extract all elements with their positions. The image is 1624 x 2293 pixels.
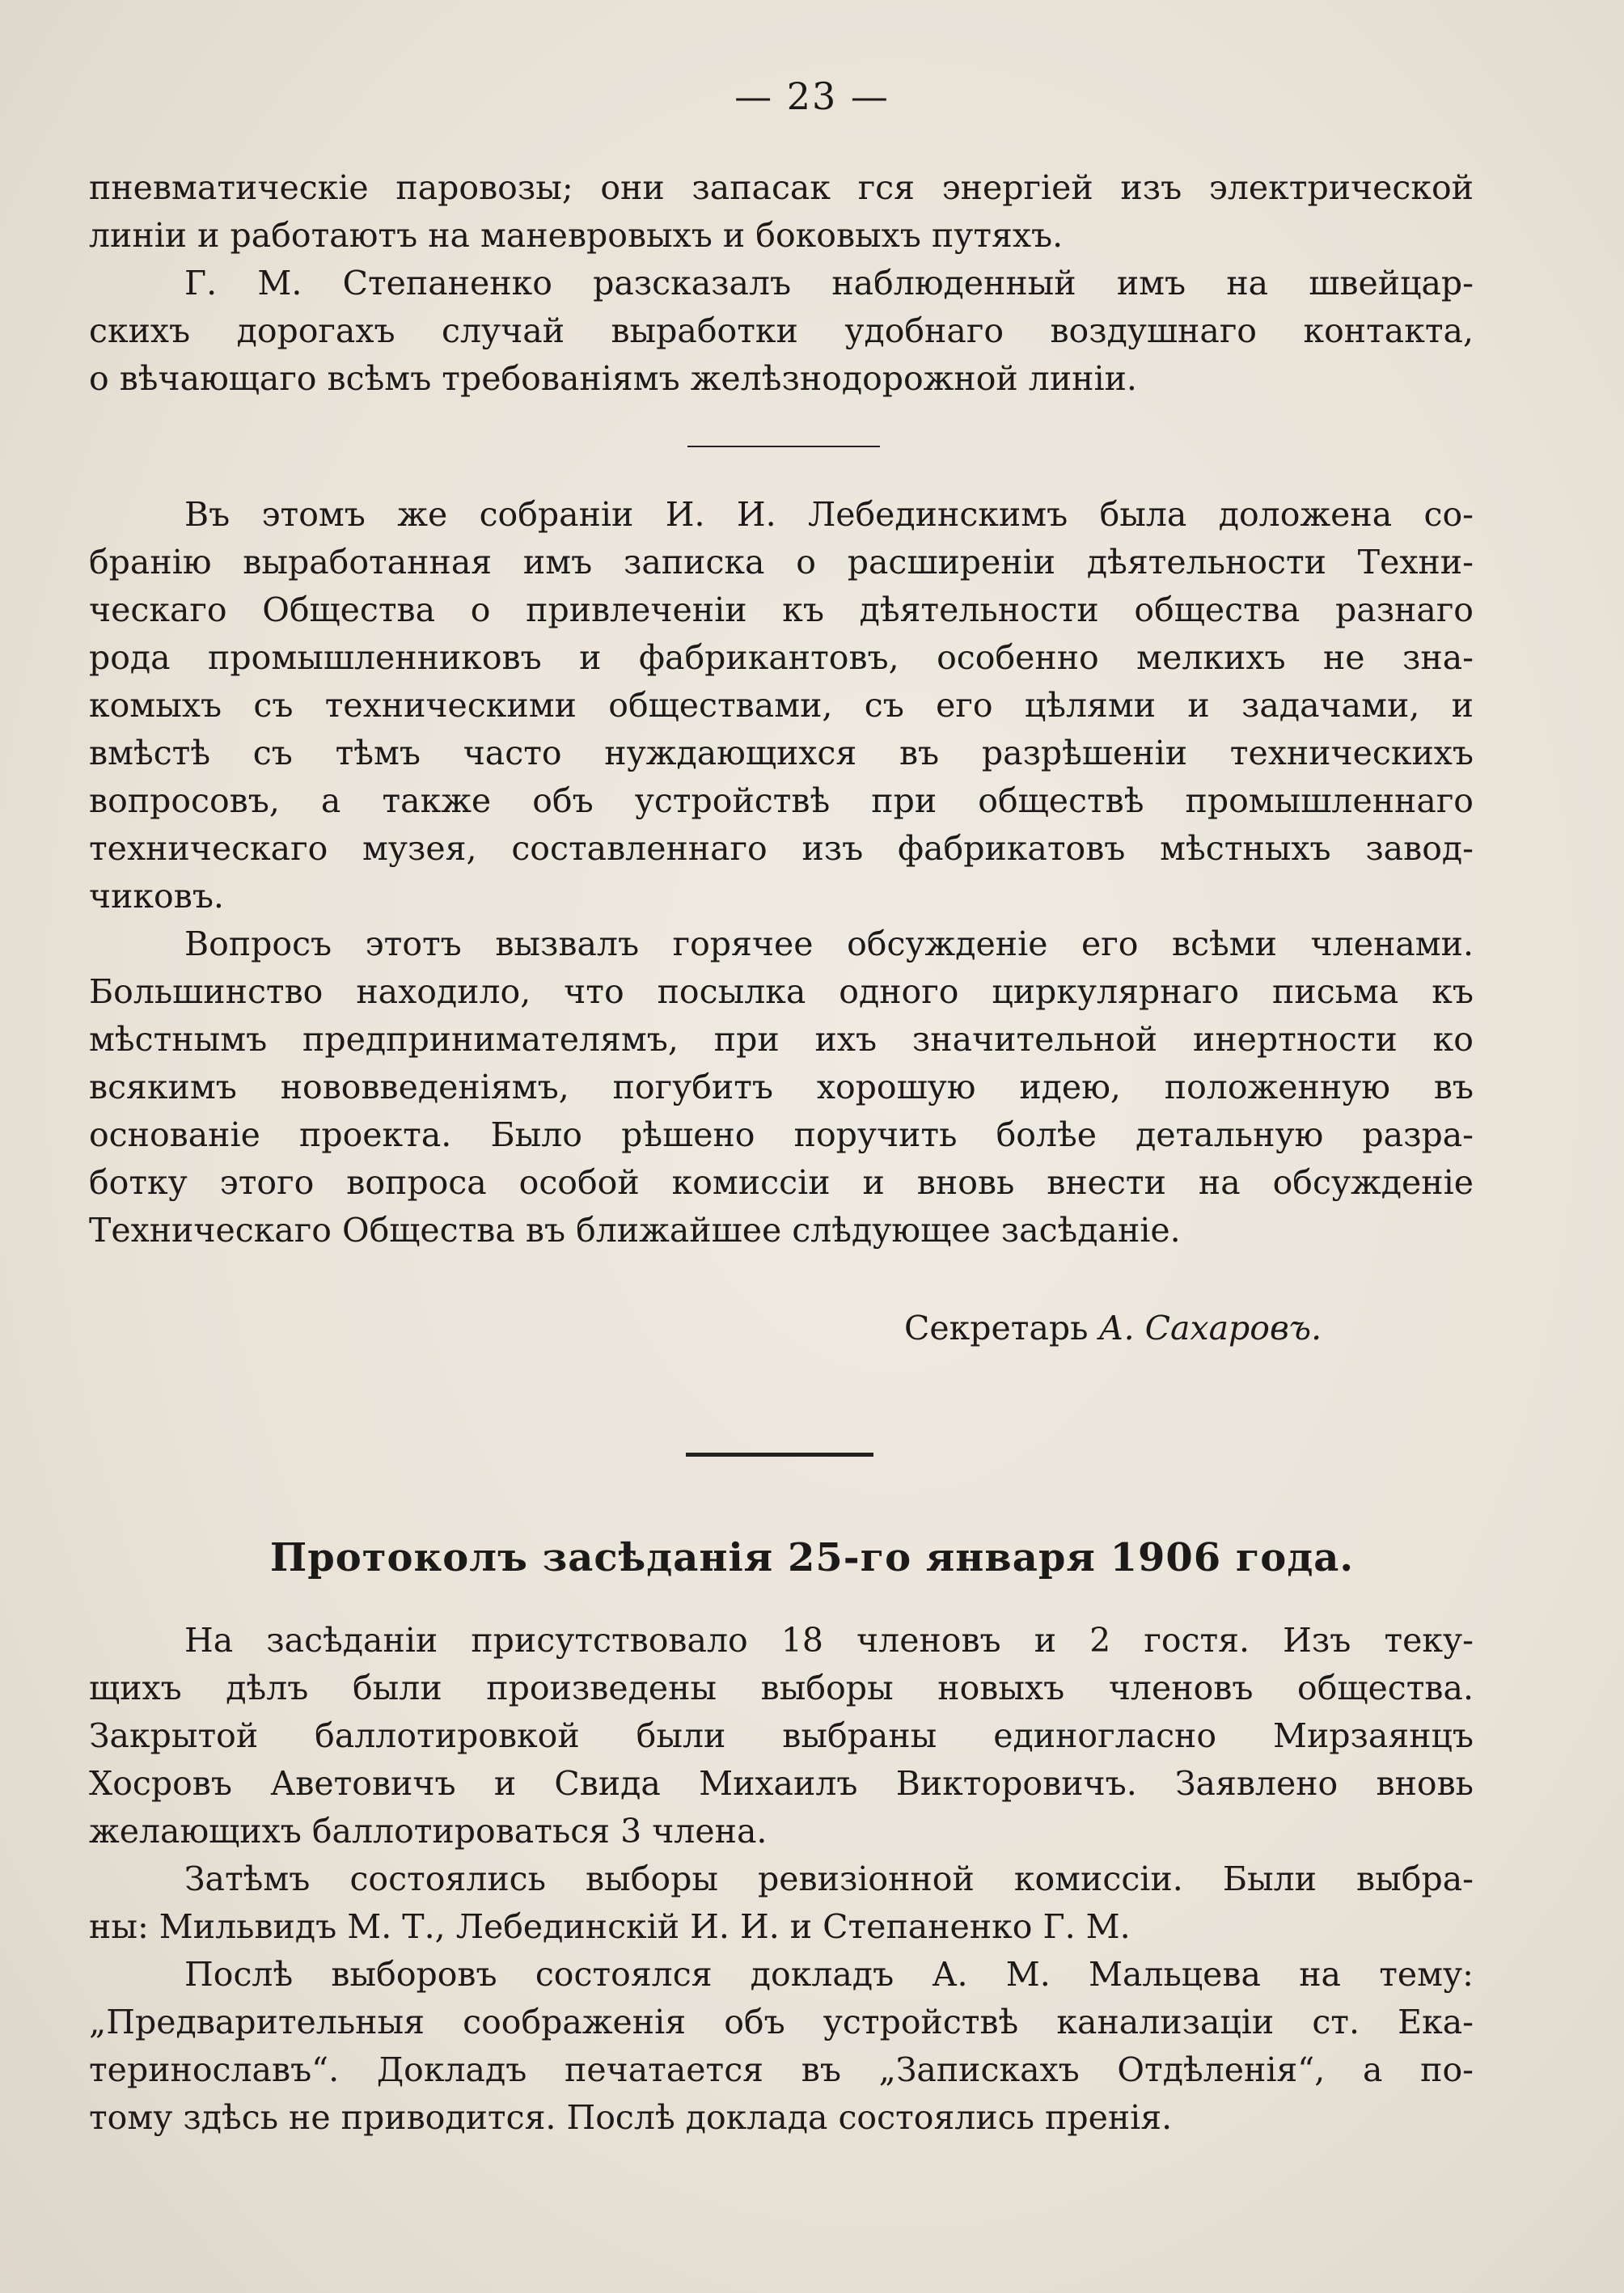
page-number: — 23 —: [734, 74, 890, 118]
text-line: вопросовъ, а также объ устройствѣ при обществѣ промышленнаго: [89, 781, 1474, 820]
signature-role: Секретарь: [904, 1309, 1089, 1347]
text-line: щихъ дѣлъ были произведены выборы новыхъ членовъ общества.: [89, 1669, 1474, 1707]
text-line: теринославъ“. Докладъ печатается въ „Запискахъ Отдѣленія“, а по-: [89, 2050, 1474, 2089]
text-line: комыхъ съ техническими обществами, съ его цѣлями и задачами, и: [89, 686, 1474, 725]
text-line: техническаго музея, составленнаго изъ фабрикатовъ мѣстныхъ завод-: [89, 829, 1474, 868]
text-line: Затѣмъ состоялись выборы ревизіонной комиссіи. Были выбра-: [184, 1859, 1474, 1898]
text-line: бранію выработанная имъ записка о расширеніи дѣятельности Техни-: [89, 543, 1474, 582]
secretary-signature: [904, 1309, 1322, 1347]
text-line: о вѣчающаго всѣмъ требованіямъ желѣзнодорожной линіи.: [89, 359, 1137, 398]
text-line: Въ этомъ же собраніи И. И. Лебединскимъ была доложена со-: [184, 495, 1474, 534]
text-line: мѣстнымъ предпринимателямъ, при ихъ значительной инертности ко: [89, 1020, 1474, 1059]
signature-name: А. Сахаровъ.: [1098, 1309, 1322, 1347]
text-line: Техническаго Общества въ ближайшее слѣдующее засѣданіе.: [89, 1211, 1181, 1250]
text-line: рода промышленниковъ и фабрикантовъ, особенно мелкихъ не зна-: [89, 638, 1474, 677]
paragraph-block-1: [89, 164, 1474, 403]
text-line: Послѣ выборовъ состоялся докладъ А. М. Мальцева на тему:: [184, 1955, 1474, 1994]
text-line: скихъ дорогахъ случай выработки удобнаго воздушнаго контакта,: [89, 311, 1474, 350]
text-line: желающихъ баллотироваться 3 члена.: [89, 1812, 768, 1851]
text-line: тому здѣсь не приводится. Послѣ доклада состоялись пренія.: [89, 2098, 1173, 2137]
text-line: На засѣданіи присутствовало 18 членовъ и 2 гостя. Изъ теку-: [184, 1621, 1474, 1660]
text-line: Г. М. Степаненко разсказалъ наблюденный имъ на швейцар-: [184, 264, 1474, 302]
text-line: „Предварительныя соображенія объ устройствѣ канализаціи ст. Ека-: [89, 2003, 1474, 2041]
text-line: Вопросъ этотъ вызвалъ горячее обсужденіе его всѣми членами.: [184, 924, 1474, 963]
text-line: линіи и работаютъ на маневровыхъ и боковыхъ путяхъ.: [89, 216, 1064, 255]
text-line: ботку этого вопроса особой комиссіи и вновь внести на обсужденіе: [89, 1163, 1474, 1202]
text-line: Закрытой баллотировкой были выбраны единогласно Мирзаянцъ: [89, 1716, 1474, 1755]
text-line: ны: Мильвидъ М. Т., Лебединскій И. И. и Степаненко Г. М.: [89, 1907, 1131, 1946]
text-line: Большинство находило, что посылка одного циркулярнаго письма къ: [89, 972, 1474, 1011]
paragraph-block-3: [89, 1617, 1474, 2142]
text-line: вмѣстѣ съ тѣмъ часто нуждающихся въ разрѣшеніи техническихъ: [89, 734, 1474, 772]
section-divider: [686, 1453, 873, 1457]
text-line: пневматическіе паровозы; они запасак гся энергіей изъ электрической: [89, 168, 1474, 207]
paragraph-block-2: [89, 491, 1474, 1254]
section-divider: [687, 446, 880, 447]
protocol-heading: Протоколъ засѣданія 25-го января 1906 года.: [269, 1535, 1355, 1580]
text-line: Хосровъ Аветовичъ и Свида Михаилъ Викторовичъ. Заявлено вновь: [89, 1764, 1474, 1803]
text-line: ческаго Общества о привлеченіи къ дѣятельности общества разнаго: [89, 590, 1474, 629]
text-line: всякимъ нововведеніямъ, погубитъ хорошую идею, положенную въ: [89, 1068, 1474, 1106]
text-line: чиковъ.: [89, 877, 224, 916]
text-line: основаніе проекта. Было рѣшено поручить болѣе детальную разра-: [89, 1115, 1474, 1154]
